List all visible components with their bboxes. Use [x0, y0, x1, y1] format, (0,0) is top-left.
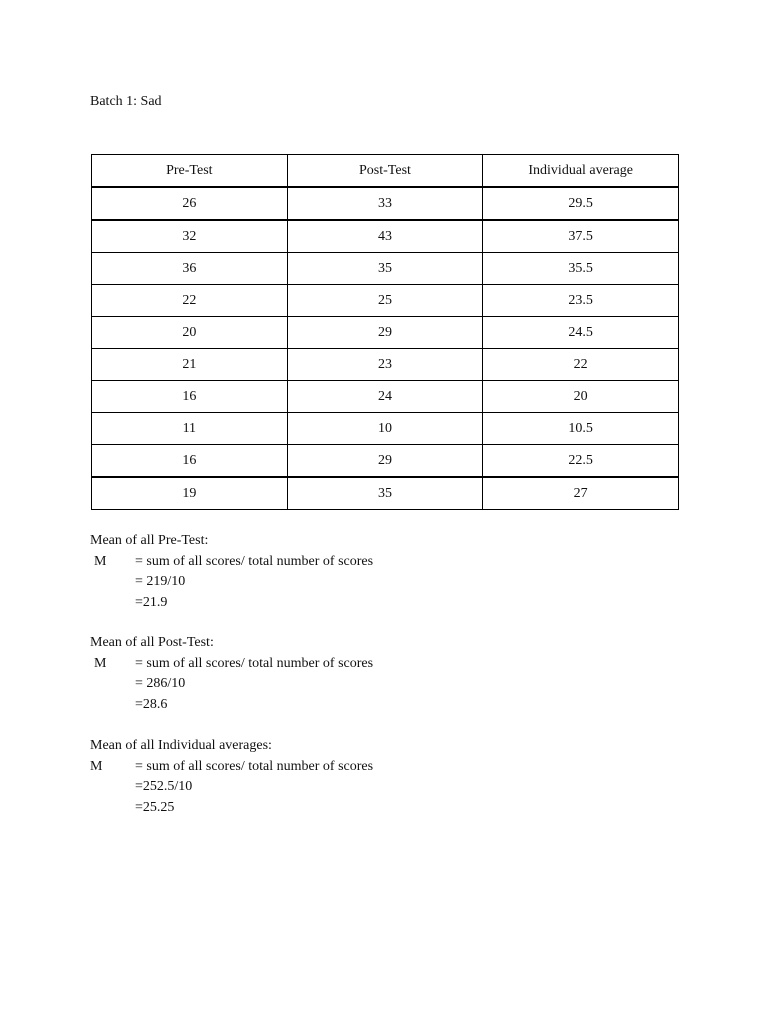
- post-test-cell: 43: [287, 220, 483, 253]
- individual-average-cell: 22: [483, 349, 679, 381]
- header-pre-test: Pre-Test: [92, 155, 288, 188]
- table-row: [92, 187, 679, 220]
- table-row: [92, 253, 679, 285]
- post-test-cell: 10: [287, 413, 483, 445]
- table-header-row: [92, 155, 679, 188]
- pre-test-cell: 16: [92, 445, 288, 478]
- post-test-cell: 25: [287, 285, 483, 317]
- post-test-cell: 29: [287, 445, 483, 478]
- formula-text: = sum of all scores/ total number of scores: [135, 758, 374, 774]
- post-test-cell: 35: [287, 253, 483, 285]
- pre-test-cell: 20: [92, 317, 288, 349]
- individual-averages-mean-calculation: [90, 736, 510, 818]
- scores-table: [91, 154, 679, 510]
- pre-test-cell: 26: [92, 187, 288, 220]
- header-individual-average: Individual average: [483, 155, 679, 188]
- calculation-result: =21.9: [135, 594, 168, 610]
- post-test-cell: 35: [287, 477, 483, 510]
- table-row: [92, 381, 679, 413]
- pre-test-mean-calculation: [90, 531, 510, 613]
- pre-test-cell: 21: [92, 349, 288, 381]
- table-row: [92, 220, 679, 253]
- individual-average-cell: 29.5: [483, 187, 679, 220]
- formula-text: = sum of all scores/ total number of scores: [135, 553, 374, 569]
- pre-test-cell: 36: [92, 253, 288, 285]
- table-row: [92, 317, 679, 349]
- calculation-result: =25.25: [135, 799, 175, 815]
- mean-symbol: M: [94, 553, 107, 569]
- formula-row: [90, 757, 510, 778]
- pre-test-cell: 11: [92, 413, 288, 445]
- formula-text: = sum of all scores/ total number of scores: [135, 655, 374, 671]
- individual-average-cell: 10.5: [483, 413, 679, 445]
- calculation-heading: Mean of all Pre-Test:: [90, 533, 209, 548]
- document-title: Batch 1: Sad: [90, 94, 162, 109]
- individual-average-cell: 35.5: [483, 253, 679, 285]
- table-row: [92, 349, 679, 381]
- pre-test-cell: 32: [92, 220, 288, 253]
- individual-average-cell: 20: [483, 381, 679, 413]
- formula-row: [90, 654, 510, 675]
- post-test-cell: 33: [287, 187, 483, 220]
- mean-symbol: M: [94, 655, 107, 671]
- header-post-test: Post-Test: [287, 155, 483, 188]
- post-test-mean-calculation: [90, 633, 510, 715]
- pre-test-cell: 22: [92, 285, 288, 317]
- post-test-cell: 24: [287, 381, 483, 413]
- individual-average-cell: 23.5: [483, 285, 679, 317]
- table-row: [92, 477, 679, 510]
- calculation-step: =252.5/10: [135, 779, 193, 794]
- formula-row: [90, 552, 510, 573]
- calculation-heading: Mean of all Individual averages:: [90, 738, 272, 753]
- calculation-step: = 219/10: [135, 574, 186, 589]
- post-test-cell: 29: [287, 317, 483, 349]
- individual-average-cell: 22.5: [483, 445, 679, 478]
- table-row: [92, 445, 679, 478]
- post-test-cell: 23: [287, 349, 483, 381]
- individual-average-cell: 37.5: [483, 220, 679, 253]
- table-row: [92, 285, 679, 317]
- pre-test-cell: 19: [92, 477, 288, 510]
- pre-test-cell: 16: [92, 381, 288, 413]
- table-row: [92, 413, 679, 445]
- calculation-heading: Mean of all Post-Test:: [90, 635, 214, 650]
- individual-average-cell: 27: [483, 477, 679, 510]
- calculation-result: =28.6: [135, 696, 168, 712]
- individual-average-cell: 24.5: [483, 317, 679, 349]
- mean-symbol: M: [90, 758, 103, 774]
- calculation-step: = 286/10: [135, 676, 186, 691]
